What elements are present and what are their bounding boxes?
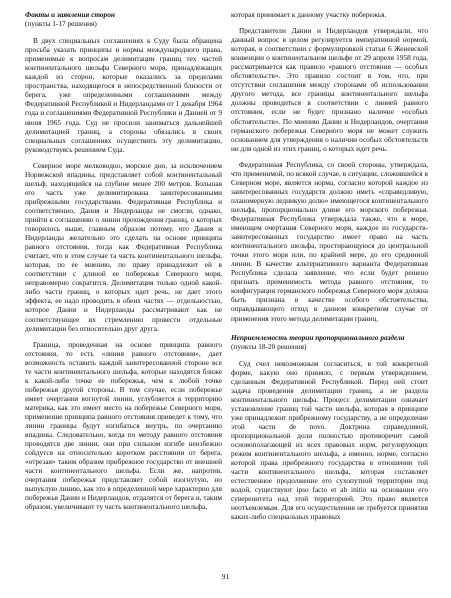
paragraph: Представители Дании и Нидерландов утверждали, что данный вопрос в целом регулируется императивной нормой, которая, в соответствии с формулировкой статьи 6 Женевской конвенции о континентальном шельфе от 29 апреля 1958 года, рассматривается как правило «равного отстояния — особых обстоятельств». Это правило состоит в том, что, при отсутствии соглашения между сторонами об использовании другого метода, все границы континентального шельфа должны проводиться в соответствии с линией равного отстояния, если не будет признано наличие «особых обстоятельств». По мнению Дании и Нидерландов, очертания германского побережья Северного моря не может служить основанием для утверждения о наличии особых обстоятельств ни для одной из этих границ, о которых идет речь. bbox=[231, 26, 428, 153]
section-subheading-facts: (пункты 1-17 решения) bbox=[25, 19, 97, 29]
left-column bbox=[25, 10, 222, 511]
paragraph: Граница, проведенная на основе принципа равного отстояния, то есть «линия равного отстояния», дает возможность оставить каждой заинтересованной стороне все те части континентального шельфа, которые находятся ближе к какой-либо точке ее побережья, чем к любой точке побережья другой стороны. В том случае, если побережье имеет очертания вогнутой линии, углубляется в территорию материка, как это имеет место на побережье Северного моря, применение принципа равного отстояния приведет к тому, что линии границы будут изгибаться внутрь, по очертанию впадины. Следовательно, когда по методу равного отстояния проводятся две линии, они при сильном изгибе неизбежно сойдутся на относительно коротком расстоянии от берега, «отрезая» таким образом прибрежное государство от внешней части континентального шельфа. Если же, напротив, очертания побережья представляет собой изогнутую, но выпуклую линию, как это в определенной мере характерно для побережья Дании и Нидерландов, отдалятся от берега и, таким образом, увеличивают ту часть континентального шельфа, bbox=[25, 339, 222, 512]
paragraph: Северное море мелководно, морское дно, за исключением Норвежской впадины, представляет собой континентальный шельф, находящийся на глубине менее 200 метров. Большая его часть уже делимитирована заинтересованными прибрежными государствами. Федеративная Республика и соответственно, Дания и Нидерланды не смогли, однако, прийти к соглашению о линии прохождения границ, о которых говорилось выше, главным образом потому, что Дания и Нидерланды желательно это сделать на основе принципа равного отстояния, тогда как Федеративная Республика считает, что в этом случае та часть континентального шельфа, которая, по ее мнению, по праву принадлежит ей в соответствии с длиной ее побережья Северного моря, неправомерно сократится. Делимитация только одной какой-либо части границ, о которых идет речь, не дает этого эффекта, ее надо проводить в обеих частях — отдельностью, которое Дания и Нидерланды рассматривают как не соответствующее их стремлению провести отдельные делимитации без относительно друг друга. bbox=[25, 160, 222, 333]
section-heading-facts: Факты и заявления сторон bbox=[25, 10, 115, 19]
paragraph-continuation: которая принимает к данному участку побережья. bbox=[231, 10, 387, 19]
paragraph: Федеративная Республика, со своей стороны, утверждала, что применимой, по всякой случае, в ситуации, сложившейся в Северном море, является норма, согласно которой каждое из заинтересованных государств должно иметь «справедливую, планомерную ледникую долю» имеющегося континентального шельфа, пропорционально длине его морского побережья. Федеративная Республика утверждала также, что в море, имеющем очертания Северного моря, каждое из государств-заинтересованных государство имеет право на часть континентального шельфа, простирающуюся до центральной точки этого моря или, по крайней мере, до его срединной линии. В качестве альтернативного варианта Федеративная Республика сделала заявление, что если будет решено признать применимость метода равного отстояния, то конфигурация германского побережья Северного моря должна быть признана в качестве особого обстоятельства, оправдывающего отход в данном конкретном случае от применения этого метода делимитации границ. bbox=[231, 159, 428, 323]
paragraph: В двух специальных соглашениях к Суду была обращена просьба указать принципы и нормы международного права, применимые к вопросам делимитации границ тех частей континентального шельфа Северного моря, принадлежащих каждой из сторон, которые оказались за пределами пространства, находящегося в непосредственной близости от берега, уже определенными соглашениями между Федеративной Республикой и Нидерландами от 1 декабря 1964 года и соглашениями Федеративной Республики и Данией от 9 июня 1965 года. Суд не просили заниматься дальнейшей делимитацией границ, а стороны обязались в своих специальных соглашениях осуществить эту делимитацию, руководствуясь решением Суда. bbox=[25, 36, 222, 154]
right-column bbox=[231, 10, 428, 521]
paragraph: Суд счел невозможным согласиться, в той конкретной форме, какую оно приняло, с первым утверждением, сделанным Федеративной Республикой. Перед ней стоит задача проведения делимитации границ, а не раздела континентального шельфа. Процесс делимитации означает установление границ той части шельфа, которая в принципе уже принадлежит прибрежному государству, а не определение этой части de novo. Доктрина справедливой, пропорциональной доли полностью противоречит самой основополагающей из всех правовых норм, регулирующих режим континентального шельфа, а именно, норме, согласно которой права прибрежного государства в отношении той части континентального шельфа, которая составляет естественное продолжение его сухопутной территории под водой, существуют ipso facto et ab initio на основании его суверенитета над этой территорией. Это право является неотъемлемым. Для его осуществления не требуется принятия каких-либо специальных правовых bbox=[231, 358, 428, 522]
section-heading-proportional: Неприемлемость теории пропорционального раздела bbox=[231, 332, 405, 342]
section-subheading-proportional: (пункты 18-20 решения) bbox=[231, 341, 307, 351]
page-number: 91 bbox=[221, 572, 230, 581]
